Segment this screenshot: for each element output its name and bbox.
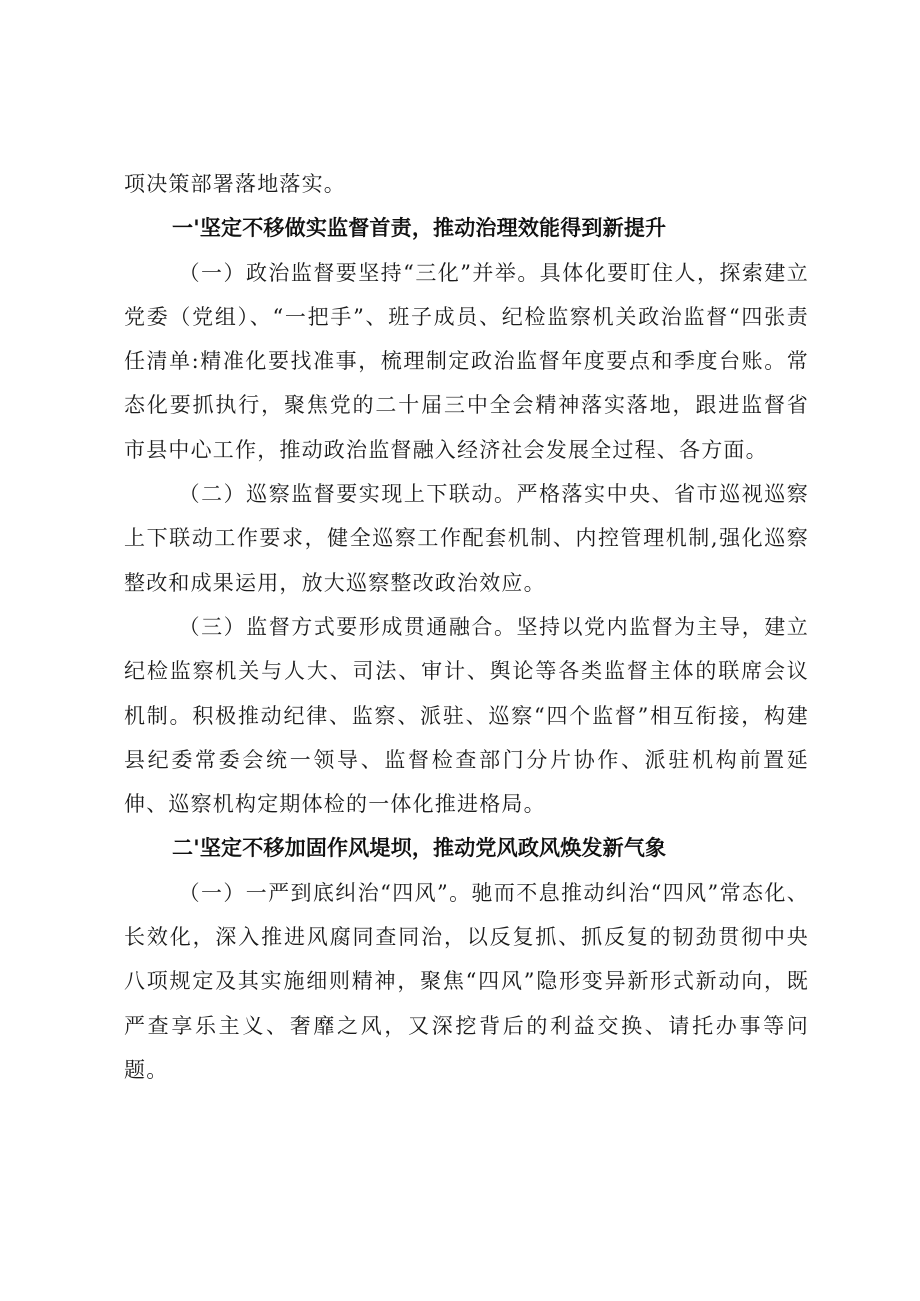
paragraph-1-1: （一）政治监督要坚持“三化”并举。具体化要盯住人，探索建立党委（党组）、“一把手”、班子成员、纪检监察机关政治监督“四张责任清单:精准化要找准事，梳理制定政治监督年度要点和季度台账。常态化要抓执行，聚焦党的二十届三中全会精神落实落地，跟进监督省市县中心工作，推动政治监督融入经济社会发展全过程、各方面。: [124, 260, 809, 462]
section-heading-1: 一'坚定不移做实监督首责，推动治理效能得到新提升: [172, 216, 667, 241]
paragraph-1-3: （三）监督方式要形成贯通融合。坚持以党内监督为主导，建立纪检监察机关与人大、司法、审计、舆论等各类监督主体的联席会议机制。积极推动纪律、监察、派驻、巡察“四个监督”相互衔接，构建县纪委常委会统一领导、监督检查部门分片协作、派驻机构前置延伸、巡察机构定期体检的一体化推进格局。: [124, 614, 809, 817]
section-heading-2: 二'坚定不移加固作风堤坝，推动党风政风焕发新气象: [172, 836, 667, 861]
document-body: [124, 162, 809, 1092]
paragraph-2-1: （一）一严到底纠治“四风”。驰而不息推动纠治“四风”常态化、长效化，深入推进风腐同查同治，以反复抓、抓反复的韧劲贯彻中央八项规定及其实施细则精神，聚焦“四风”隐形变异新形式新动向，既严查享乐主义、奢靡之风，又深挖背后的利益交换、请托办事等问题。: [124, 880, 809, 1082]
paragraph-1-2: （二）巡察监督要实现上下联动。严格落实中央、省市巡视巡察上下联动工作要求，健全巡察工作配套机制、内控管理机制,强化巡察整改和成果运用，放大巡察整改政治效应。: [124, 482, 809, 595]
continuation-text: 项决策部署落地落实。: [124, 172, 346, 196]
